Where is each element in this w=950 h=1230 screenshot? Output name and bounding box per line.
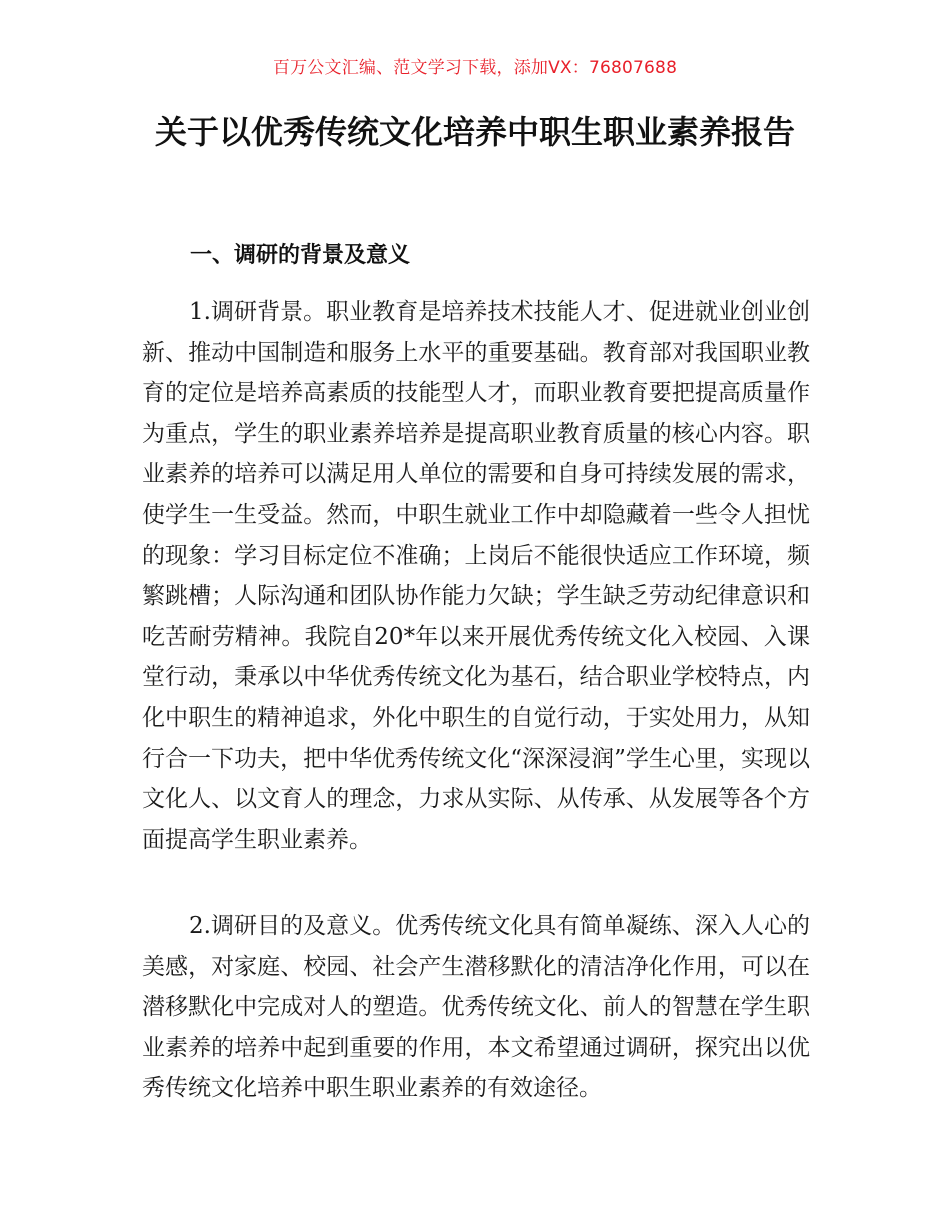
paragraph-purpose: 2.调研目的及意义。优秀传统文化具有简单凝练、深入人心的美感，对家庭、校园、社会产生潜移默化的清洁净化作用，可以在潜移默化中完成对人的塑造。优秀传统文化、前人的智慧在学生职业素养的培养中起到重要的作用，本文希望通过调研，探究出以优秀传统文化培养中职生职业素养的有效途径。 (142, 913, 810, 1102)
document-title: 关于以优秀传统文化培养中职生职业素养报告 (154, 113, 795, 151)
paragraph-background: 1.调研背景。职业教育是培养技术技能人才、促进就业创业创新、推动中国制造和服务上水平的重要基础。教育部对我国职业教育的定位是培养高素质的技能型人才，而职业教育要把提高质量作为重点，学生的职业素养培养是提高职业教育质量的核心内容。职业素养的培养可以满足用人单位的需要和自身可持续发展的需求，使学生一生受益。然而，中职生就业工作中却隐藏着一些令人担忧的现象：学习目标定位不准确；上岗后不能很快适应工作环境，频繁跳槽；人际沟通和团队协作能力欠缺；学生缺乏劳动纪律意识和吃苦耐劳精神。我院自20*年以来开展优秀传统文化入校园、入课堂行动，秉承以中华优秀传统文化为基石，结合职业学校特点，内化中职生的精神追求，外化中职生的自觉行动，于实处用力，从知行合一下功夫，把中华优秀传统文化“深深浸润”学生心里，实现以文化人、以文育人的理念，力求从实际、从传承、从发展等各个方面提高学生职业素养。 (142, 299, 810, 853)
promo-header: 百万公文汇编、范文学习下载，添加VX：76807688 (272, 58, 678, 78)
section-heading: 一、调研的背景及意义 (190, 243, 411, 268)
